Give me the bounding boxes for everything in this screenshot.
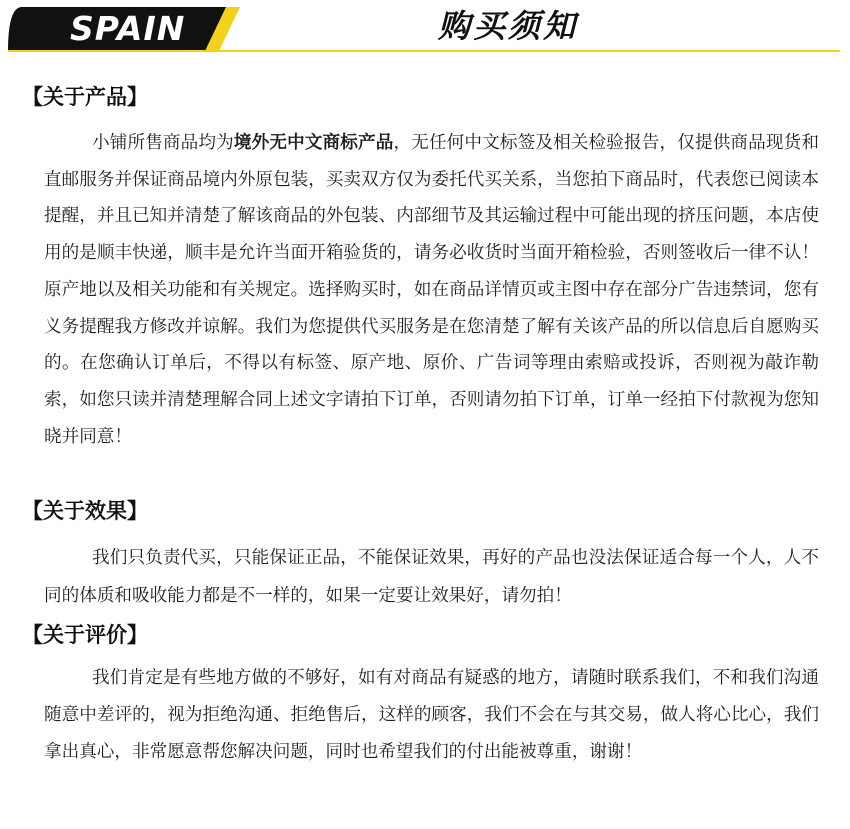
product-text-part1: 小铺所售商品均为: [92, 133, 234, 153]
section-text-review: 我们肯定是有些地方做的不够好，如有对商品有疑惑的地方，请随时联系我们，不和我们沟通随意中差评的，视为拒绝沟通、拒绝售后，这样的顾客，我们不会在与其交易，做人将心比心，我们拿出真心，非常愿意帮您解决问题，同时也希望我们的付出能被尊重，谢谢！: [44, 668, 819, 762]
section-text-effect: 我们只负责代买，只能保证正品，不能保证效果，再好的产品也没法保证适合每一个人，人不同的体质和吸收能力都是不一样的，如果一定要让效果好，请勿拍！: [44, 548, 819, 606]
brand-label: SPAIN: [70, 9, 186, 48]
brand-tab: [8, 7, 240, 51]
section-heading-effect: 【关于效果】: [22, 499, 148, 523]
section-heading-product: 【关于产品】: [22, 85, 148, 109]
page-title: 购买须知: [438, 7, 579, 45]
product-text-highlight: 境外无中文商标产品: [233, 133, 394, 153]
header-divider: [8, 50, 840, 52]
product-text-part2: ，无任何中文标签及相关检验报告，仅提供商品现货和直邮服务并保证商品境内外原包装，买卖双方仅为委托代买关系，当您拍下商品时，代表您已阅读本提醒，并且已知并清楚了解该商品的外包装、内部细节及其运输过程中可能出现的挤压问题，本店使用的是顺丰快递，顺丰是允许当面开箱验货的，请务必收货时当面开箱检验，否则签收后一律不认！原产地以及相关功能和有关规定。选择购买时，如在商品详情页或主图中存在部分广告违禁词，您有义务提醒我方修改并谅解。我们为您提供代买服务是在您清楚了解有关该产品的所以信息后自愿购买的。在您确认订单后，不得以有标签、原产地、原价、广告词等理由索赔或投诉，否则视为敲诈勒索，如您只读并清楚理解合同上述文字请拍下订单，否则请勿拍下订单，订单一经拍下付款视为您知晓并同意！: [44, 133, 819, 447]
section-text-product: [44, 125, 819, 455]
section-heading-review: 【关于评价】: [22, 623, 148, 647]
header-bar: [0, 0, 850, 60]
